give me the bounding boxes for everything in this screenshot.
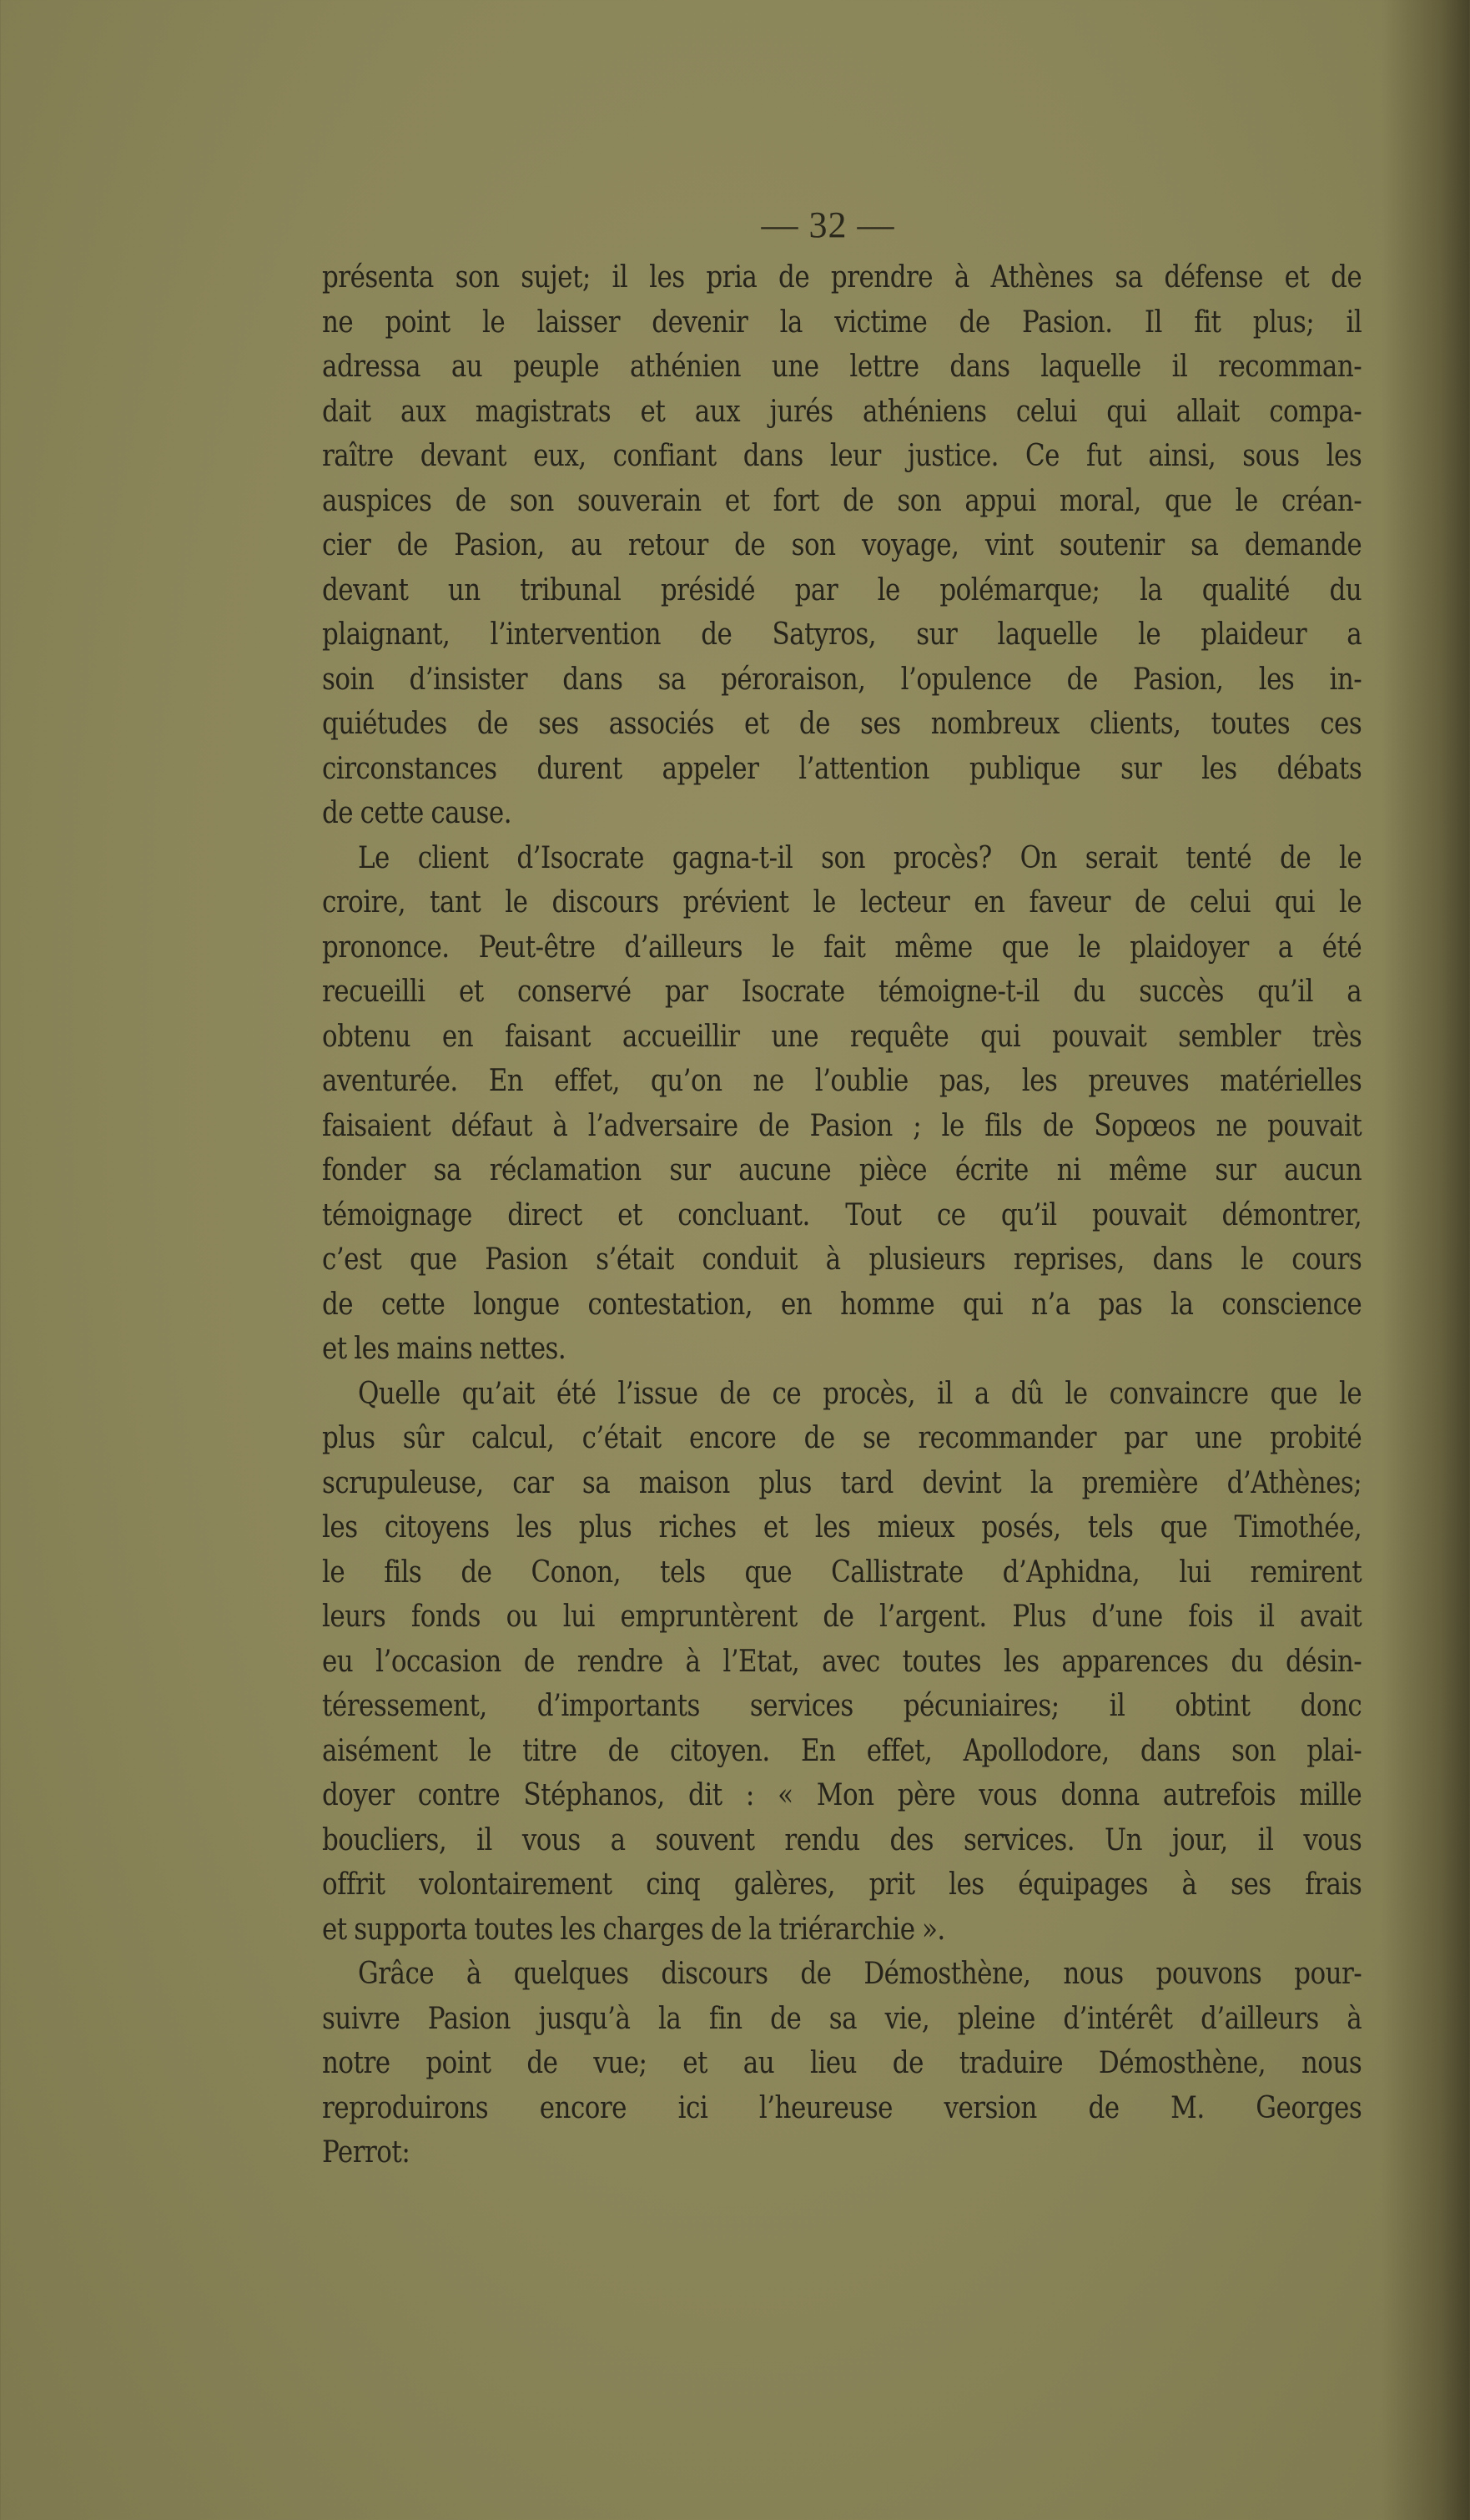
paragraph (322, 1952, 1362, 2175)
paragraph (322, 836, 1362, 1372)
text-line: suivre Pasion jusqu’à la fin de sa vie, pleine d’intérêt d’ailleurs à (322, 2001, 1362, 2036)
text-line: de cette longue contestation, en homme qui n’a pas la conscience (322, 1287, 1362, 1322)
text-line: eu l’occasion de rendre à l’Etat, avec toutes les apparences du désin- (322, 1644, 1362, 1679)
text-line: Le client d’Isocrate gagna-t-il son procès? On serait tenté de le (358, 840, 1362, 875)
text-line: Perrot: (322, 2135, 410, 2170)
text-line: soin d’insister dans sa péroraison, l’opulence de Pasion, les in- (322, 662, 1362, 697)
text-line: cier de Pasion, au retour de son voyage, vint soutenir sa demande (322, 528, 1362, 562)
text-line: obtenu en faisant accueillir une requête qui pouvait sembler très (322, 1019, 1362, 1054)
text-line: raître devant eux, confiant dans leur justice. Ce fut ainsi, sous les (322, 439, 1362, 473)
text-line: aventurée. En effet, qu’on ne l’oublie pas, les preuves matérielles (322, 1064, 1362, 1098)
text-line: le fils de Conon, tels que Callistrate d’Aphidna, lui remirent (322, 1555, 1362, 1590)
text-line: auspices de son souverain et fort de son appui moral, que le créan- (322, 483, 1362, 518)
text-line: de cette cause. (322, 796, 512, 830)
text-line: circonstances durent appeler l’attention publique sur les débats (322, 751, 1362, 786)
text-line: boucliers, il vous a souvent rendu des services. Un jour, il vous (322, 1822, 1362, 1857)
text-line: scrupuleuse, car sa maison plus tard devint la première d’Athènes; (322, 1465, 1362, 1500)
paragraph (322, 1372, 1362, 1953)
text-line: et les mains nettes. (322, 1332, 566, 1366)
text-line: les citoyens les plus riches et les mieux posés, tels que Timothée, (322, 1510, 1362, 1545)
text-line: présenta son sujet; il les pria de prendre à Athènes sa défense et de (322, 260, 1362, 295)
text-line: aisément le titre de citoyen. En effet, Apollodore, dans son plai- (322, 1733, 1362, 1768)
text-line: plaignant, l’intervention de Satyros, sur laquelle le plaideur a (322, 617, 1362, 652)
text-line: dait aux magistrats et aux jurés athéniens celui qui allait compa- (322, 394, 1362, 429)
text-line: doyer contre Stéphanos, dit : « Mon père vous donna autrefois mille (322, 1778, 1362, 1812)
text-line: faisaient défaut à l’adversaire de Pasion ; le fils de Sopœos ne pouvait (322, 1108, 1362, 1143)
text-line: leurs fonds ou lui empruntèrent de l’argent. Plus d’une fois il avait (322, 1600, 1362, 1634)
paragraph (322, 255, 1362, 836)
text-line: Quelle qu’ait été l’issue de ce procès, il a dû le convaincre que le (358, 1376, 1362, 1411)
text-line: prononce. Peut-être d’ailleurs le fait même que le plaidoyer a été (322, 930, 1362, 965)
text-line: fonder sa réclamation sur aucune pièce écrite ni même sur aucun (322, 1153, 1362, 1187)
text-line: croire, tant le discours prévient le lecteur en faveur de celui qui le (322, 885, 1362, 920)
text-line: téressement, d’importants services pécuniaires; il obtint donc (322, 1689, 1362, 1723)
text-line: recueilli et conservé par Isocrate témoigne-t-il du succès qu’il a (322, 975, 1362, 1009)
text-line: ne point le laisser devenir la victime de Pasion. Il fit plus; il (322, 305, 1362, 340)
text-line: quiétudes de ses associés et de ses nombreux clients, toutes ces (322, 707, 1362, 741)
text-line: adressa au peuple athénien une lettre dans laquelle il recomman- (322, 350, 1362, 384)
page-number: — 32 — (761, 204, 895, 245)
text-line: plus sûr calcul, c’était encore de se recommander par une probité (322, 1421, 1362, 1455)
text-line: Grâce à quelques discours de Démosthène, nous pouvons pour- (358, 1957, 1362, 1991)
text-line: reproduirons encore ici l’heureuse version de M. Georges (322, 2090, 1362, 2125)
text-line: c’est que Pasion s’était conduit à plusieurs reprises, dans le cours (322, 1242, 1362, 1277)
text-line: offrit volontairement cinq galères, prit les équipages à ses frais (322, 1867, 1362, 1902)
text-line: devant un tribunal présidé par le polémarque; la qualité du (322, 572, 1362, 607)
text-line: témoignage direct et concluant. Tout ce qu’il pouvait démontrer, (322, 1197, 1362, 1232)
text-line: notre point de vue; et au lieu de traduire Démosthène, nous (322, 2046, 1362, 2080)
text-line: et supporta toutes les charges de la triérarchie ». (322, 1912, 945, 1947)
body-text (322, 255, 1362, 2175)
